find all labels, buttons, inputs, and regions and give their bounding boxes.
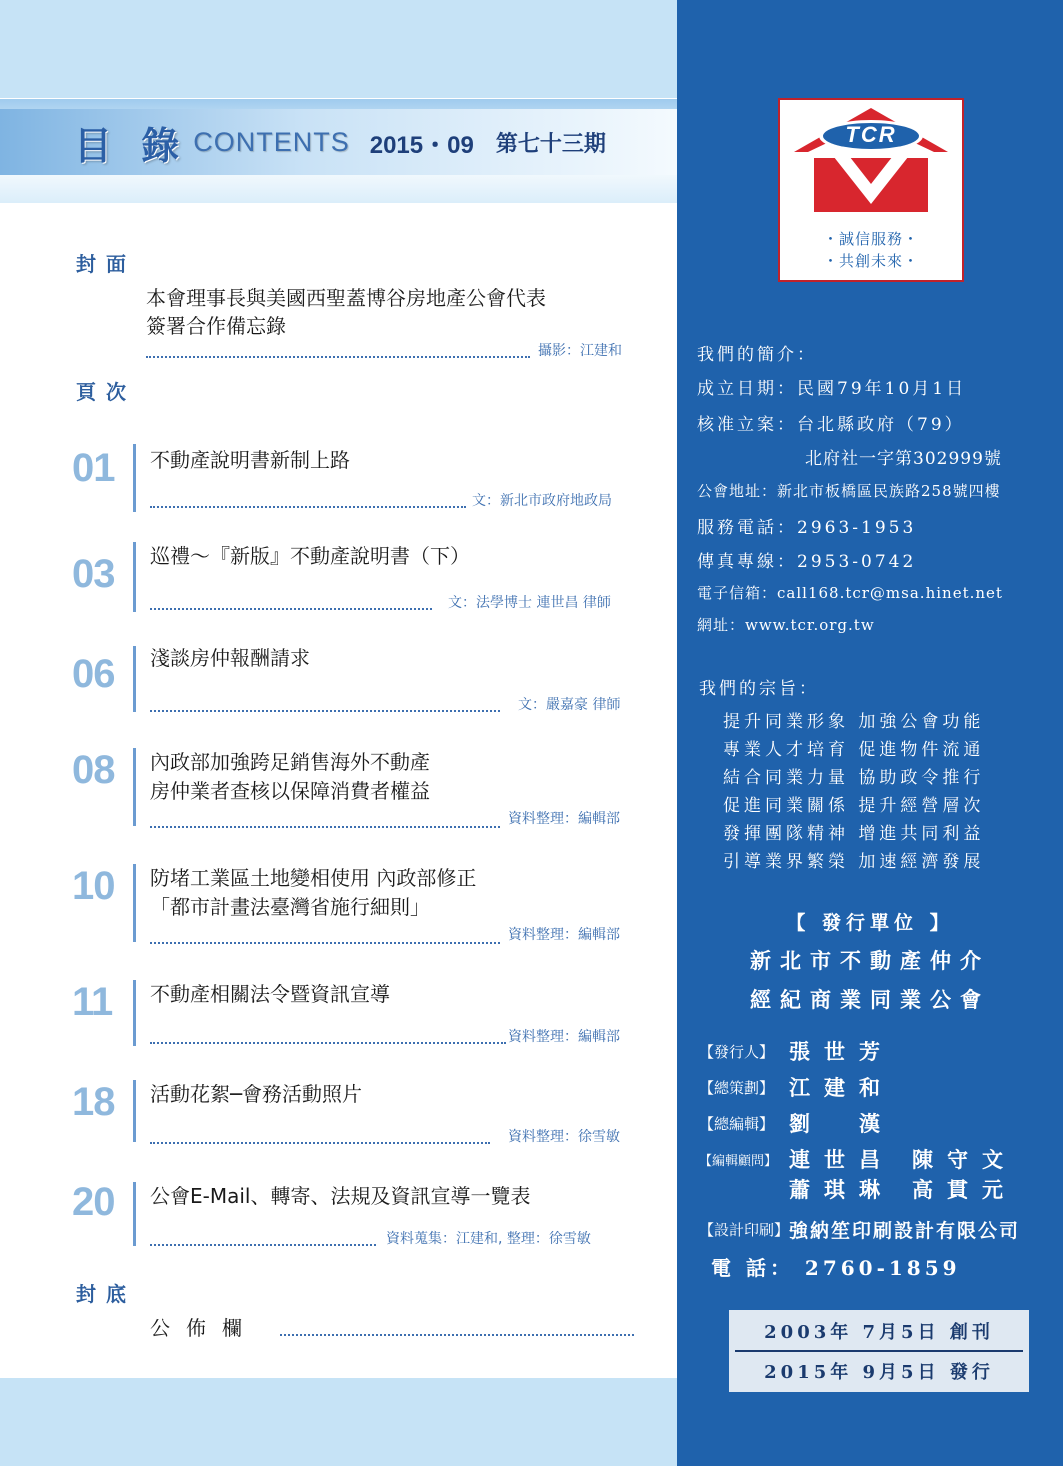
leader-dots [150, 710, 500, 712]
page-number: 20 [72, 1180, 115, 1224]
entry-credit: 文：嚴嘉豪 律師 [518, 697, 621, 713]
publisher-name-line1: 新北市不動產仲介 [750, 948, 990, 973]
entry-title [150, 748, 650, 806]
entry-divider [133, 980, 136, 1046]
leader-dots [150, 1244, 376, 1246]
purpose-row: 發揮團隊精神 增進共同利益 [723, 824, 985, 844]
leader-dots [150, 1142, 490, 1144]
printer-row [699, 1216, 1020, 1243]
dates-band [729, 1310, 1029, 1392]
website-link[interactable]: 網址：www.tcr.org.tw [697, 616, 875, 634]
staff-name: 高貫元 [912, 1177, 1017, 1202]
email-link[interactable]: 電子信箱：call168.tcr@msa.hinet.net [697, 584, 1003, 602]
entry-title-line1: 內政部加強跨足銷售海外不動產 [150, 750, 430, 774]
bottom-band [0, 1378, 677, 1466]
publish-date: 2015年 9月5日 發行 [764, 1362, 994, 1383]
purpose-row: 促進同業關係 提升經營層次 [723, 796, 985, 816]
entry-title: 淺談房仲報酬請求 [150, 646, 310, 670]
printer-role: 【設計印刷】 [699, 1221, 790, 1239]
staff-role: 【編輯顧問】 [699, 1153, 778, 1169]
issue-number: 第七十三期 [495, 131, 606, 157]
entry-credit: 資料整理：徐雪敏 [508, 1129, 620, 1145]
approval-line1: 核准立案：台北縣政府（79） [697, 415, 965, 435]
top-band [0, 0, 677, 98]
page-number: 10 [72, 864, 115, 908]
entry-title-line1: 防堵工業區土地變相使用 內政部修正 [150, 866, 477, 890]
staff-row [699, 1072, 894, 1102]
page-number: 08 [72, 748, 115, 792]
purpose-row: 專業人才培育 促進物件流通 [723, 740, 985, 760]
entry-divider [133, 542, 136, 612]
publisher-heading: 【 發行單位 】 [786, 912, 954, 934]
staff-name: 劉 漢 [789, 1111, 894, 1136]
entry-title: 活動花絮─會務活動照片 [150, 1082, 363, 1106]
entry-divider [133, 1080, 136, 1142]
entry-credit: 文：新北市政府地政局 [472, 493, 612, 509]
entry-title: 不動產相關法令暨資訊宣導 [150, 982, 390, 1006]
page-title-en: CONTENTS [193, 126, 350, 157]
staff-role: 【總編輯】 [699, 1114, 775, 1133]
page-number: 01 [72, 446, 115, 490]
purpose-row: 提升同業形象 加強公會功能 [723, 712, 985, 732]
staff-row [699, 1108, 894, 1138]
entry-title-line2: 「都市計畫法臺灣省施行細則」 [150, 895, 430, 919]
staff-name: 連世昌 [789, 1147, 894, 1172]
purpose-row: 引導業界繁榮 加速經濟發展 [723, 852, 985, 872]
leader-dots [146, 356, 530, 358]
slogan-line1: ・誠信服務・ [822, 230, 919, 248]
logo-text: TCR [845, 122, 897, 147]
staff-name: 蕭琪琳 [789, 1177, 894, 1202]
entry-divider [133, 1182, 136, 1246]
staff-name: 陳守文 [912, 1147, 1017, 1172]
entry-credit: 文：法學博士 連世昌 律師 [448, 595, 611, 611]
purpose-heading: 我們的宗旨： [699, 679, 819, 699]
logo-slogan [780, 228, 962, 272]
entry-credit: 資料整理：編輯部 [508, 811, 620, 827]
about-heading: 我們的簡介： [697, 345, 817, 365]
address: 公會地址：新北市板橋區民族路258號四樓 [697, 482, 1001, 500]
staff-row [699, 1144, 1017, 1174]
page-number: 06 [72, 652, 115, 696]
approval-line2: 北府社一字第302999號 [805, 449, 1002, 469]
fax-number: 傳真專線：2953-0742 [697, 552, 917, 572]
founded-date: 成立日期：民國79年10月1日 [697, 379, 967, 399]
page-number: 18 [72, 1080, 115, 1124]
page-number: 03 [72, 552, 115, 596]
entry-title: 公會E-Mail、轉寄、法規及資訊宣導一覽表 [150, 1184, 531, 1208]
title-bar [0, 99, 677, 203]
entry-credit: 資料整理：編輯部 [508, 927, 620, 943]
entry-credit: 資料整理：編輯部 [508, 1029, 620, 1045]
leader-dots [150, 1042, 506, 1044]
cover-story-title[interactable] [146, 284, 646, 340]
tcr-emblem-icon [780, 100, 962, 224]
entry-divider [133, 646, 136, 712]
page-number: 11 [72, 980, 113, 1024]
staff-row [699, 1174, 1017, 1204]
entry-credit: 資料蒐集：江建和, 整理：徐雪敏 [386, 1231, 591, 1247]
date-divider [735, 1350, 1023, 1352]
staff-name: 江建和 [789, 1075, 894, 1100]
entry-divider [133, 864, 136, 942]
cover-credit: 攝影：江建和 [538, 343, 622, 359]
founding-date: 2003年 7月5日 創刊 [764, 1322, 994, 1343]
entry-title: 巡禮～『新版』不動產說明書（下） [150, 544, 470, 568]
issue-date: 2015・09 [369, 131, 474, 159]
leader-dots [150, 506, 466, 508]
cover-heading: 封面 [76, 252, 136, 276]
page-title: 目 錄 [74, 123, 188, 168]
entry-title [150, 864, 650, 922]
pages-heading: 頁次 [76, 380, 136, 404]
title-inner [0, 109, 677, 175]
back-cover-heading: 封底 [76, 1282, 136, 1306]
info-column [677, 0, 1063, 1466]
leader-dots [150, 608, 432, 610]
bulletin-board-item[interactable]: 公佈欄 [150, 1316, 258, 1340]
leader-dots [280, 1334, 634, 1336]
slogan-line2: ・共創未來・ [822, 252, 919, 270]
leader-dots [150, 942, 500, 944]
entry-title-line2: 房仲業者查核以保障消費者權益 [150, 779, 430, 803]
printer-phone: 電 話： 2760-1859 [711, 1256, 961, 1280]
printer-name: 強納笙印刷設計有限公司 [789, 1220, 1021, 1242]
leader-dots [150, 826, 500, 828]
tcr-logo [778, 98, 964, 282]
entry-divider [133, 748, 136, 826]
service-phone: 服務電話：2963-1953 [697, 518, 917, 538]
entry-divider [133, 444, 136, 512]
publisher-name-line2: 經紀商業同業公會 [750, 987, 990, 1012]
purpose-row: 結合同業力量 協助政令推行 [723, 768, 985, 788]
staff-role: 【發行人】 [699, 1042, 775, 1061]
staff-name: 張世芳 [789, 1039, 894, 1064]
cover-title-line2: 簽署合作備忘錄 [146, 314, 286, 338]
cover-title-line1: 本會理事長與美國西聖蓋博谷房地產公會代表 [146, 286, 546, 310]
staff-role: 【總策劃】 [699, 1078, 775, 1097]
staff-row [699, 1036, 894, 1066]
entry-title: 不動產說明書新制上路 [150, 448, 350, 472]
